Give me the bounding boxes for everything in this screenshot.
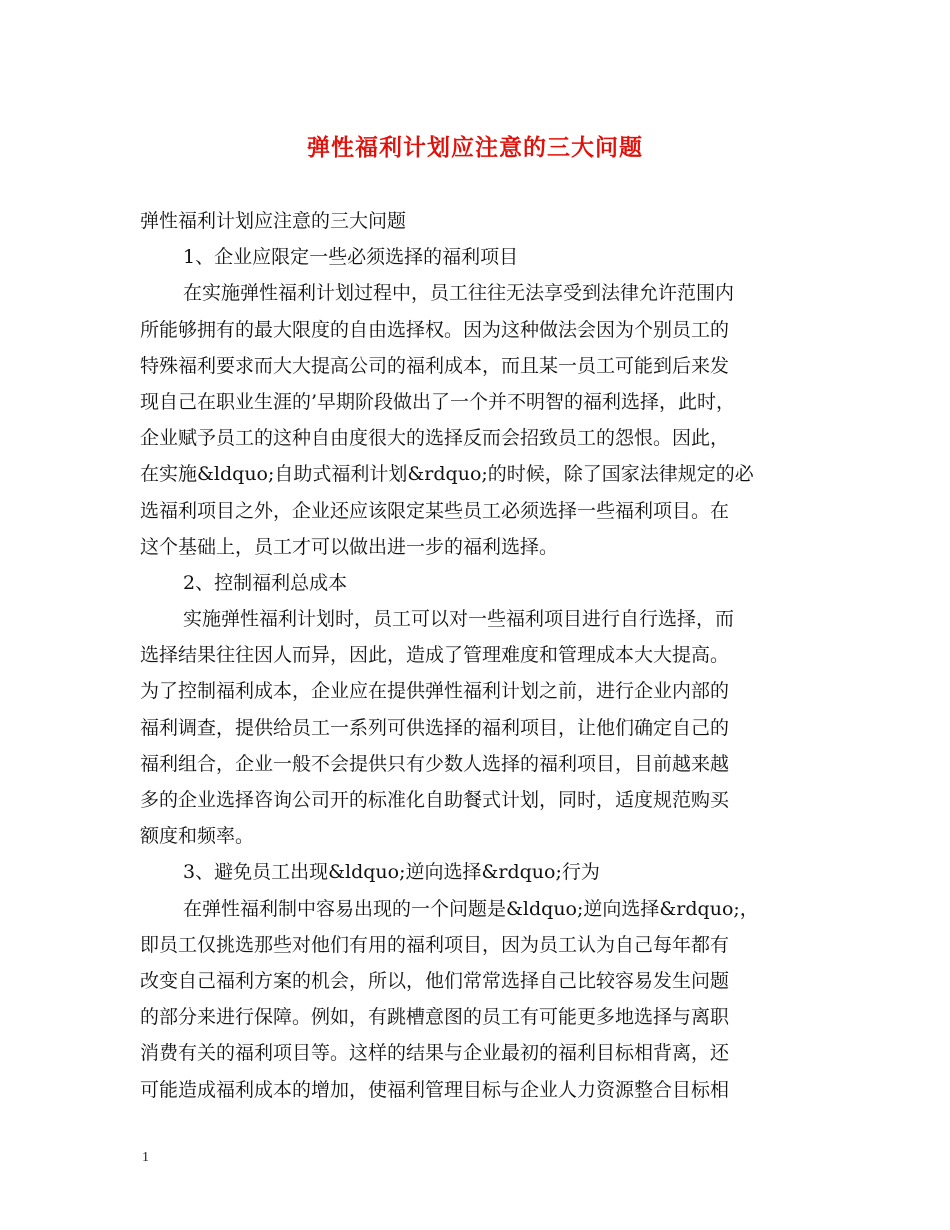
- text-line: 即员工仅挑选那些对他们有用的福利项目，因为员工认为自己每年都有: [140, 933, 730, 956]
- text-line: 所能够拥有的最大限度的自由选择权。因为这种做法会因为个别员工的: [140, 318, 730, 341]
- text-line: 在实施&ldquo;自助式福利计划&rdquo;的时候，除了国家法律规定的必: [140, 463, 754, 486]
- text-line: 3、避免员工出现&ldquo;逆向选择&rdquo;行为: [183, 861, 600, 884]
- text-line: 特殊福利要求而大大提高公司的福利成本，而且某一员工可能到后来发: [140, 354, 730, 377]
- text-line: 改变自己福利方案的机会，所以，他们常常选择自己比较容易发生问题: [140, 969, 730, 992]
- text-line: 多的企业选择咨询公司开的标准化自助餐式计划，同时，适度规范购买: [140, 789, 730, 811]
- text-line: 为了控制福利成本，企业应在提供弹性福利计划之前，进行企业内部的: [140, 680, 730, 703]
- text-line: 这个基础上，员工才可以做出进一步的福利选择。: [140, 535, 559, 558]
- text-line: 1、企业应限定一些必须选择的福利项目: [183, 246, 519, 269]
- text-line: 消费有关的福利项目等。这样的结果与企业最初的福利目标相背离，还: [140, 1042, 730, 1065]
- text-line: 在弹性福利制中容易出现的一个问题是&ldquo;逆向选择&rdquo;，: [183, 897, 759, 920]
- document-title: 弹性福利计划应注意的三大问题: [307, 134, 643, 161]
- text-line: 选择结果往往因人而异，因此，造成了管理难度和管理成本大大提高。: [140, 644, 730, 667]
- text-line: 弹性福利计划应注意的三大问题: [140, 210, 407, 232]
- text-line: 2、控制福利总成本: [183, 571, 348, 594]
- text-line: 福利组合，企业一般不会提供只有少数人选择的福利项目，目前越来越: [140, 752, 730, 775]
- text-line: 现自己在职业生涯的’早期阶段做出了一个并不明智的福利选择，此时，: [140, 390, 736, 413]
- text-line: 可能造成福利成本的增加，使福利管理目标与企业人力资源整合目标相: [140, 1078, 730, 1101]
- text-line: 实施弹性福利计划时，员工可以对一些福利项目进行自行选择，而: [183, 608, 735, 631]
- text-line: 福利调查，提供给员工一系列可供选择的福利项目，让他们确定自己的: [140, 716, 730, 739]
- text-line: 企业赋予员工的这种自由度很大的选择反而会招致员工的怨恨。因此，: [140, 427, 730, 450]
- text-line: 的部分来进行保障。例如，有跳槽意图的员工有可能更多地选择与离职: [140, 1006, 730, 1029]
- document-body: [140, 203, 816, 1108]
- text-line: 额度和频率。: [140, 825, 255, 848]
- text-line: 在实施弹性福利计划过程中，员工往往无法享受到法律允许范围内: [183, 282, 735, 305]
- page-number: 1: [142, 1150, 149, 1165]
- text-line: 选福利项目之外，企业还应该限定某些员工必须选择一些福利项目。在: [140, 499, 730, 522]
